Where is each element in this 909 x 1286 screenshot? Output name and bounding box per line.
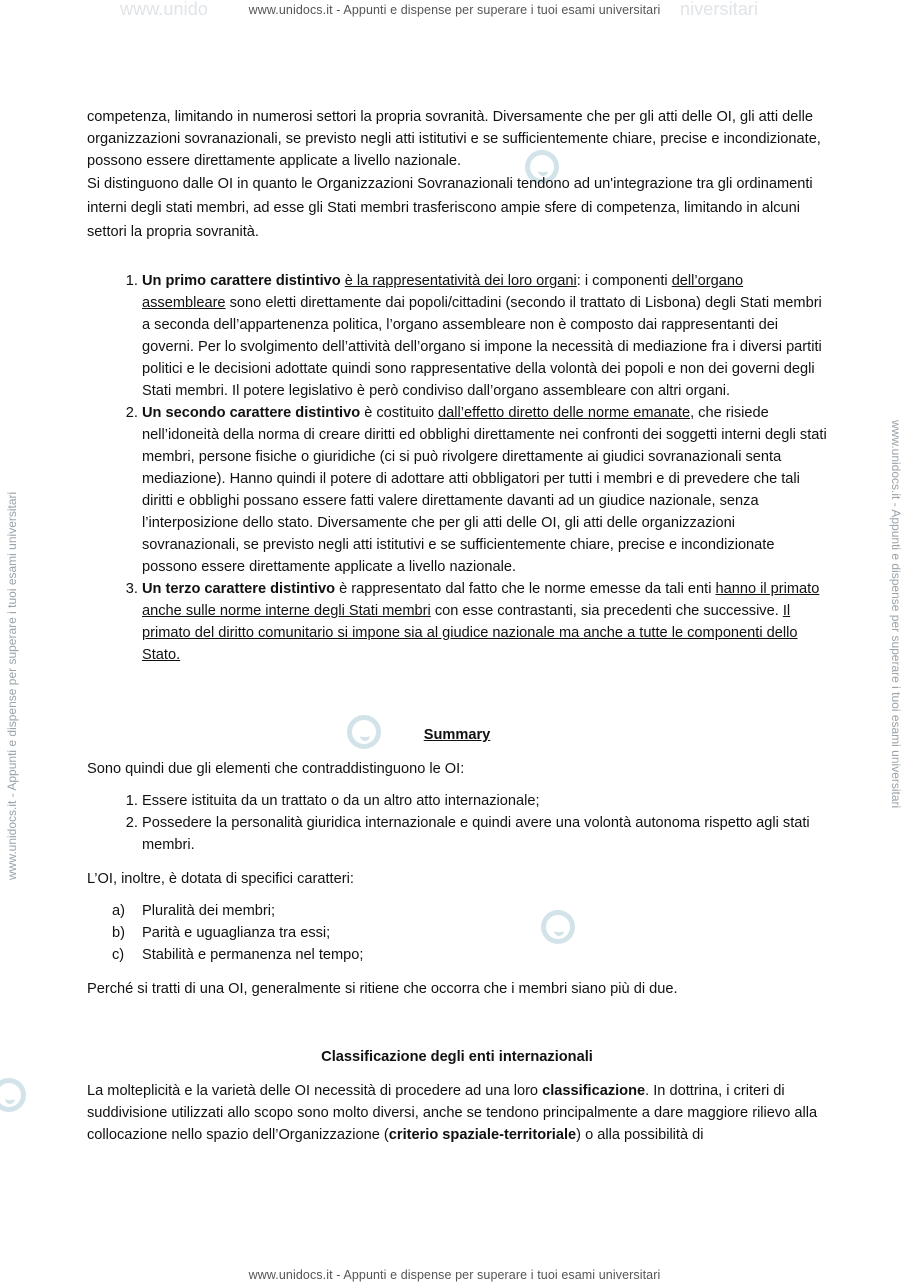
item-text: Parità e uguaglianza tra essi; — [142, 925, 331, 941]
list-marker: a) — [112, 903, 125, 919]
watermark-header-text: www.unidocs.it - Appunti e dispense per superare i tuoi esami universitari — [248, 3, 661, 17]
underlined-text: dall’effetto diretto delle norme emanate — [438, 405, 691, 421]
list-item: 1. Essere istituita da un trattato o da un altro atto internazionale; — [142, 790, 827, 812]
underlined-text: hanno il primato anche sulle norme interne degli Stati membri — [142, 581, 820, 619]
list-item — [142, 402, 827, 578]
item-text: è costituito — [360, 405, 439, 421]
list-item — [142, 270, 827, 402]
item-text: Pluralità dei membri; — [142, 903, 276, 919]
item-lead: Un primo carattere distintivo — [142, 273, 345, 289]
bold-text: classificazione — [542, 1083, 646, 1099]
classification-heading: Classificazione degli enti internazionali — [321, 1049, 593, 1065]
list-item — [112, 900, 827, 922]
watermark-footer-text: www.unidocs.it - Appunti e dispense per superare i tuoi esami universitari — [248, 1268, 661, 1282]
paragraph-text: La molteplicità e la varietà delle OI necessità di procedere ad una loro — [87, 1083, 543, 1099]
document-page — [87, 106, 827, 1146]
item-text: , che risiede nell’idoneità della norma di creare diritti ed obblighi direttamente nei confronti dei soggetti interni degli stati membri, persone fisiche o giuridiche (ci si può rivolgere direttamente ai giudici sovranazionali senta mediazione). Hanno quindi il potere di adottare atti obbligatori per tutti i membri e di prevedere che tali diritti e obblighi possano essere fatti valere direttamente davanti ad un giudice nazionale, senza l’interposizione dello stato. Diversamente che per gli atti delle OI, gli atti delle organizzazioni sovranazionali, se previsto negli atti istitutivi e se sufficientemente chiare, precise e incondizionate possono essere direttamente applicate a livello nazionale. — [142, 405, 827, 575]
paragraph-text: . In dottrina, i criteri di suddivisione utilizzati allo scopo sono molto diversi, anche se tendono principalmente a dare maggiore rilievo alla collocazione nello spazio dell’Organizzazione ( — [87, 1083, 818, 1143]
watermark-header — [0, 0, 909, 19]
summary-heading: Summary — [423, 727, 491, 743]
item-text: : i componenti — [576, 273, 672, 289]
watermark-ghost-right: niversitari — [680, 0, 759, 19]
classification-paragraph — [87, 1080, 827, 1146]
bold-text: criterio spaziale-territoriale — [388, 1127, 577, 1143]
characters-alpha-list — [87, 900, 827, 966]
distinctive-characters-list — [87, 270, 827, 666]
paragraph-text: ) o alla possibilità di — [576, 1127, 704, 1143]
item-lead: Un terzo carattere distintivo — [142, 581, 336, 597]
list-item: 2. Possedere la personalità giuridica internazionale e quindi avere una volontà autonoma rispetto agli stati membri. — [142, 812, 827, 856]
intro-paragraph-2: Si distinguono dalle OI in quanto le Organizzazioni Sovranazionali tendono ad un'integrazione tra gli ordinamenti interni degli stati membri, ad esse gli Stati membri trasferiscono ampie sfere di competenza, limitando in alcuni settori la propria sovranità. — [87, 176, 813, 240]
list-item — [112, 922, 827, 944]
underlined-text: dell’organo assembleare — [142, 273, 744, 311]
intro-paragraph-1: competenza, limitando in numerosi settori la propria sovranità. Diversamente che per gli atti delle OI, gli atti delle organizzazioni sovranazionali, se previsto negli atti istitutivi e se sufficientemente chiare, precise e incondizionate, possono essere direttamente applicate a livello nazionale. — [87, 109, 821, 169]
characters-intro: L’OI, inoltre, è dotata di specifici caratteri: — [87, 871, 354, 887]
unidocs-logo-icon — [0, 1078, 26, 1112]
watermark-ghost-left: www.unido — [120, 0, 208, 19]
watermark-footer — [0, 1268, 909, 1282]
summary-list — [87, 790, 827, 856]
watermark-right-side: www.unidocs.it - Appunti e dispense per superare i tuoi esami universitari — [889, 420, 903, 809]
underlined-text: Il primato del diritto comunitario si impone sia al giudice nazionale ma anche a tutte le componenti dello Stato. — [142, 603, 798, 663]
item-text: sono eletti direttamente dai popoli/cittadini (secondo il trattato di Lisbona) degli Stati membri a seconda dell’appartenenza politica, l’organo assembleare non è composto dai rappresentanti dei governi. Per lo svolgimento dell’attività dell’organo si impone la necessità di mediazione fra i diversi partiti politici e le decisioni adottate quindi sono rappresentative della volontà dei popoli e non dei governi degli Stati membri. Il potere legislativo è però condiviso dall’organo assembleare con altri organi. — [142, 295, 822, 399]
summary-closing: Perché si tratti di una OI, generalmente si ritiene che occorra che i membri siano più di due. — [87, 981, 678, 997]
item-lead: Un secondo carattere distintivo — [142, 405, 361, 421]
list-marker: c) — [112, 947, 125, 963]
item-text: con esse contrastanti, sia precedenti che successive. — [430, 603, 783, 619]
list-marker: b) — [112, 925, 125, 941]
list-item — [142, 578, 827, 666]
summary-intro: Sono quindi due gli elementi che contraddistinguono le OI: — [87, 761, 465, 777]
list-item — [112, 944, 827, 966]
underlined-text: è la rappresentatività dei loro organi — [344, 273, 577, 289]
watermark-left-side: www.unidocs.it - Appunti e dispense per superare i tuoi esami universitari — [5, 491, 19, 880]
item-text: Stabilità e permanenza nel tempo; — [142, 947, 364, 963]
item-text: è rappresentato dal fatto che le norme emesse da tali enti — [335, 581, 716, 597]
